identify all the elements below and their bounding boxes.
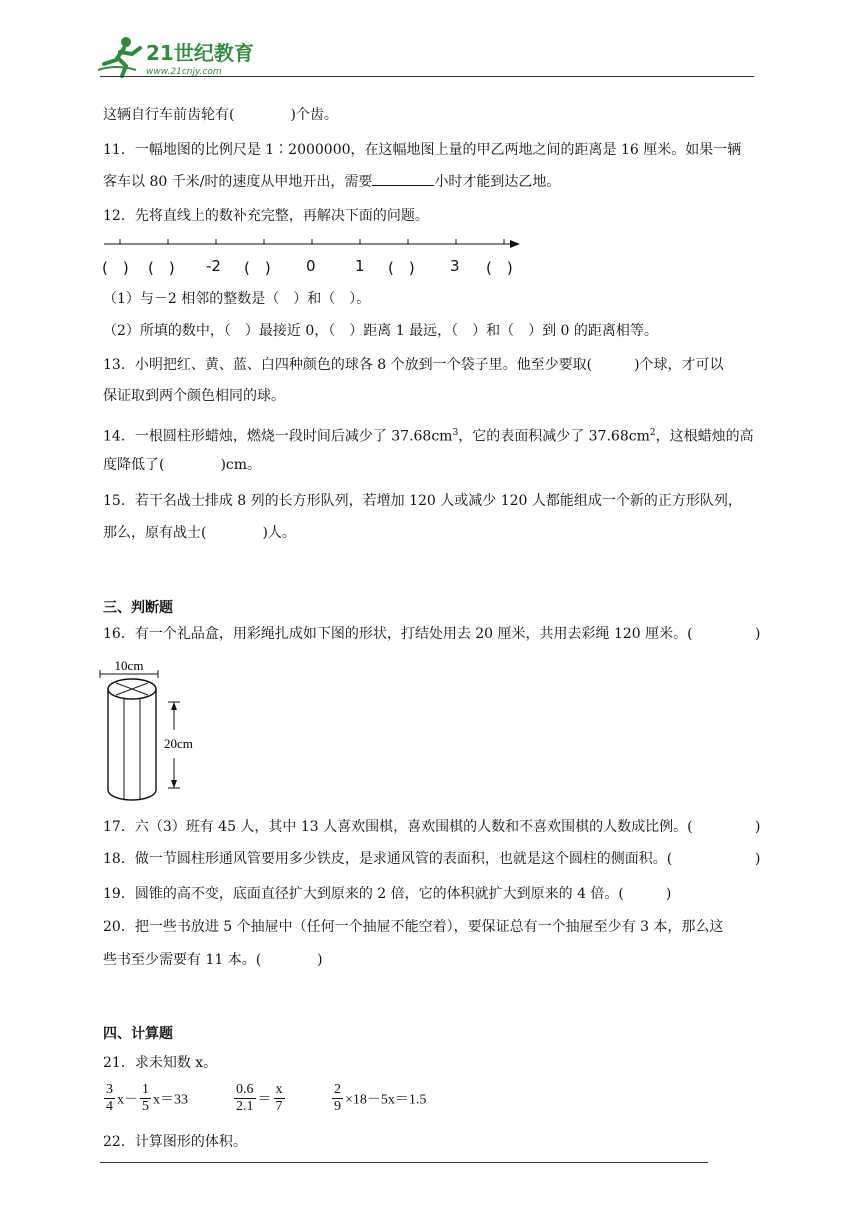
gift-box-cylinder-figure bbox=[96, 656, 216, 806]
logo-url: www.21cnjy.com bbox=[146, 67, 222, 77]
header-rule bbox=[100, 76, 754, 77]
question-12-part1: （1）与－2 相邻的整数是（ ）和（ ）。 bbox=[103, 291, 371, 307]
equation-3: $\frac{2}{9}$ ×18－5x＝1.5 bbox=[334, 1082, 427, 1114]
text-line: 这辆自行车前齿轮有( )个齿。 bbox=[103, 107, 338, 123]
nl-label: -2 bbox=[206, 257, 221, 275]
question-13-line1: 13．小明把红、黄、蓝、白四种颜色的球各 8 个放到一个袋子里。他至少要取( )个球，才可以 bbox=[103, 357, 724, 373]
question-14-line2: 度降低了( )cm。 bbox=[103, 457, 262, 473]
side-dimension-label: 20cm bbox=[164, 736, 193, 751]
question-16: 16．有一个礼品盒，用彩绳扎成如下图的形状，打结处用去 20 厘米，共用去彩绳 120 厘米。( bbox=[103, 626, 693, 642]
footer-rule bbox=[100, 1162, 708, 1163]
section-title-calculation: 四、计算题 bbox=[103, 1026, 173, 1042]
question-20-line1: 20．把一些书放进 5 个抽屉中（任何一个抽屉不能空着），要保证总有一个抽屉至少有 3 本，那么这 bbox=[103, 919, 724, 935]
runner-icon bbox=[98, 37, 140, 76]
question-13-line2: 保证取到两个颜色相同的球。 bbox=[103, 388, 285, 404]
question-11-line2: 客车以 80 千米/时的速度从甲地开出，需要 小时才能到达乙地。 bbox=[103, 174, 561, 190]
question-21: 21．求未知数 x。 bbox=[103, 1055, 218, 1071]
nl-label: ( ) bbox=[102, 259, 129, 277]
nl-label: 3 bbox=[450, 257, 460, 275]
answer-blank[interactable] bbox=[372, 173, 434, 186]
question-17: 17．六（3）班有 45 人，其中 13 人喜欢围棋，喜欢围棋的人数和不喜欢围棋的人数成比例。( bbox=[103, 819, 693, 835]
question-12: 12．先将直线上的数补充完整，再解决下面的问题。 bbox=[103, 208, 429, 224]
question-22: 22．计算图形的体积。 bbox=[103, 1134, 247, 1150]
question-15-line1: 15．若干名战士排成 8 列的长方形队列，若增加 120 人或减少 120 人都能组成一个新的正方形队列， bbox=[103, 493, 742, 509]
nl-label: 1 bbox=[355, 257, 365, 275]
question-20-line2: 些书至少需要有 11 本。( ) bbox=[103, 952, 323, 968]
nl-label: ( ) bbox=[244, 259, 271, 277]
question-15-line2: 那么，原有战士( )人。 bbox=[103, 525, 296, 541]
close-paren: ) bbox=[755, 851, 761, 867]
question-18: 18．做一节圆柱形通风管要用多少铁皮，是求通风管的表面积，也就是这个圆柱的侧面积。( bbox=[103, 851, 673, 867]
equation-2: $\frac{0.6}{2.1}$ ＝ $\frac{x}{7}$ bbox=[236, 1082, 283, 1114]
nl-label: ( ) bbox=[486, 259, 513, 277]
top-dimension-label: 10cm bbox=[114, 658, 144, 673]
section-title-judgement: 三、判断题 bbox=[103, 600, 173, 616]
logo-text: 21世纪教育 bbox=[146, 41, 254, 65]
question-11-line1: 11．一幅地图的比例尺是 1∶2000000，在这幅地图上量的甲乙两地之间的距离是 16 厘米。如果一辆 bbox=[103, 142, 742, 158]
close-paren: ) bbox=[755, 626, 761, 642]
nl-label: ( ) bbox=[148, 259, 175, 277]
nl-label: 0 bbox=[306, 257, 316, 275]
question-19: 19．圆锥的高不变，底面直径扩大到原来的 2 倍，它的体积就扩大到原来的 4 倍。( ) bbox=[103, 886, 672, 902]
number-line bbox=[100, 234, 520, 254]
nl-label: ( ) bbox=[388, 259, 415, 277]
close-paren: ) bbox=[755, 819, 761, 835]
question-14-line1: 14．一根圆柱形蜡烛，燃烧一段时间后减少了 $37.68cm^3$，它的表面积减少了 $37.68cm^2$，这根蜡烛的高 bbox=[103, 428, 754, 445]
question-12-part2: （2）所填的数中，（ ）最接近 0，（ ）距离 1 最远，（ ）和（ ）到 0 的距离相等。 bbox=[103, 323, 658, 339]
logo bbox=[96, 34, 266, 78]
equation-1: $\frac{3}{4}$ x－ $\frac{1}{5}$ x＝33 bbox=[106, 1082, 188, 1114]
